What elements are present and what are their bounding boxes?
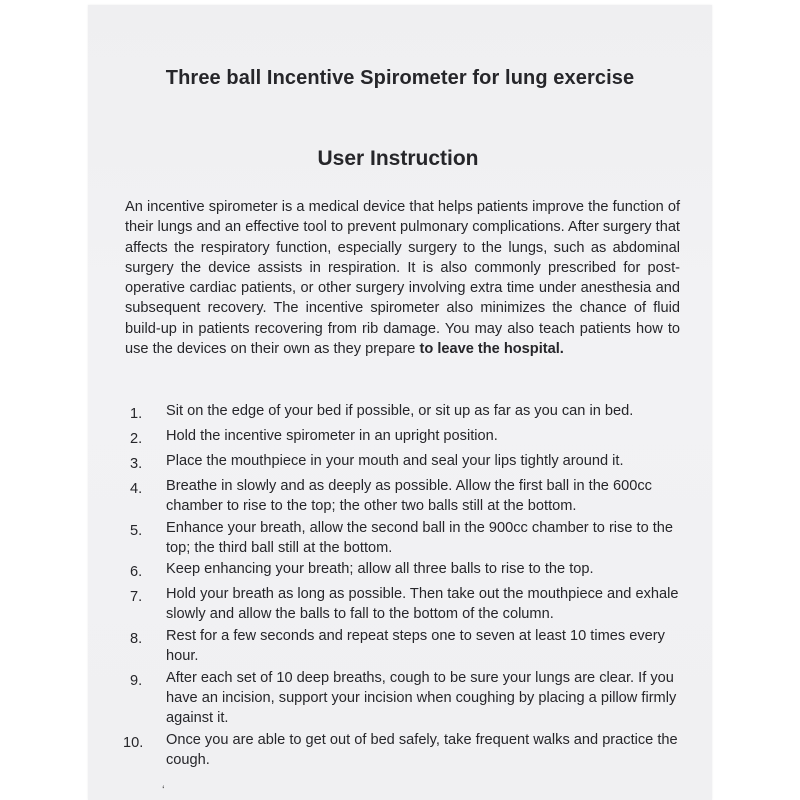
step-number: 4. [130, 480, 143, 497]
step-item [118, 518, 698, 558]
step-item [118, 476, 698, 516]
document-subtitle: User Instruction [317, 147, 479, 170]
step-number: 10. [123, 735, 144, 752]
step-text: Breathe in slowly and as deeply as possible. Allow the first ball in the 600cc chamber to rise to the top; the other two balls still at the bottom. [166, 477, 652, 514]
document-title: Three ball Incentive Spirometer for lung exercise [165, 67, 635, 89]
intro-paragraph [125, 197, 680, 359]
intro-bold-text: to leave the hospital. [419, 341, 564, 358]
steps-list [118, 401, 698, 772]
step-number: 5. [130, 522, 143, 539]
step-number: 3. [130, 455, 143, 472]
step-text: Enhance your breath, allow the second ball in the 900cc chamber to rise to the top; the third ball still at the bottom. [166, 519, 674, 556]
step-text: Rest for a few seconds and repeat steps one to seven at least 10 times every hour. [166, 628, 665, 665]
step-number: 6. [130, 564, 143, 581]
step-text: Hold the incentive spirometer in an upright position. [166, 427, 498, 444]
step-item [118, 559, 698, 582]
step-number: 8. [130, 631, 143, 648]
step-text: Sit on the edge of your bed if possible, or sit up as far as you can in bed. [166, 403, 634, 419]
step-number: 9. [130, 673, 143, 690]
step-item [118, 426, 698, 449]
step-item [118, 626, 698, 666]
step-number: 7. [130, 589, 143, 606]
step-item [118, 668, 698, 728]
intro-text: An incentive spirometer is a medical device that helps patients improve the function of their lungs and an effective tool to prevent pulmonary complications. After surgery that affects the respiratory function, especially surgery to the lungs, such as abdominal surgery the device assists in respiration. It is also commonly prescribed for post-operative cardiac patients, or other surgery involving extra time under anesthesia and subsequent recovery. The incentive spirometer also minimizes the chance of fluid build-up in patients recovering from rib damage. You may also teach patients how to use the devices on their own as they prepare [125, 199, 680, 358]
paper-mark: ‘ [162, 783, 165, 797]
step-number: 2. [130, 430, 143, 447]
step-text: After each set of 10 deep breaths, cough to be sure your lungs are clear. If you have an incision, support your incision when coughing by placing a pillow firmly against it. [166, 670, 677, 727]
step-text: Place the mouthpiece in your mouth and seal your lips tightly around it. [166, 452, 624, 469]
instruction-sheet [88, 5, 712, 800]
step-item [118, 584, 698, 624]
step-text: Hold your breath as long as possible. Then take out the mouthpiece and exhale slowly and allow the balls to fall to the bottom of the column. [166, 586, 679, 623]
step-item [118, 730, 698, 770]
step-number: 1. [130, 406, 143, 422]
step-text: Keep enhancing your breath; allow all three balls to rise to the top. [166, 561, 594, 578]
step-item [118, 401, 698, 424]
step-text: Once you are able to get out of bed safely, take frequent walks and practice the cough. [166, 732, 678, 769]
step-item [118, 451, 698, 474]
